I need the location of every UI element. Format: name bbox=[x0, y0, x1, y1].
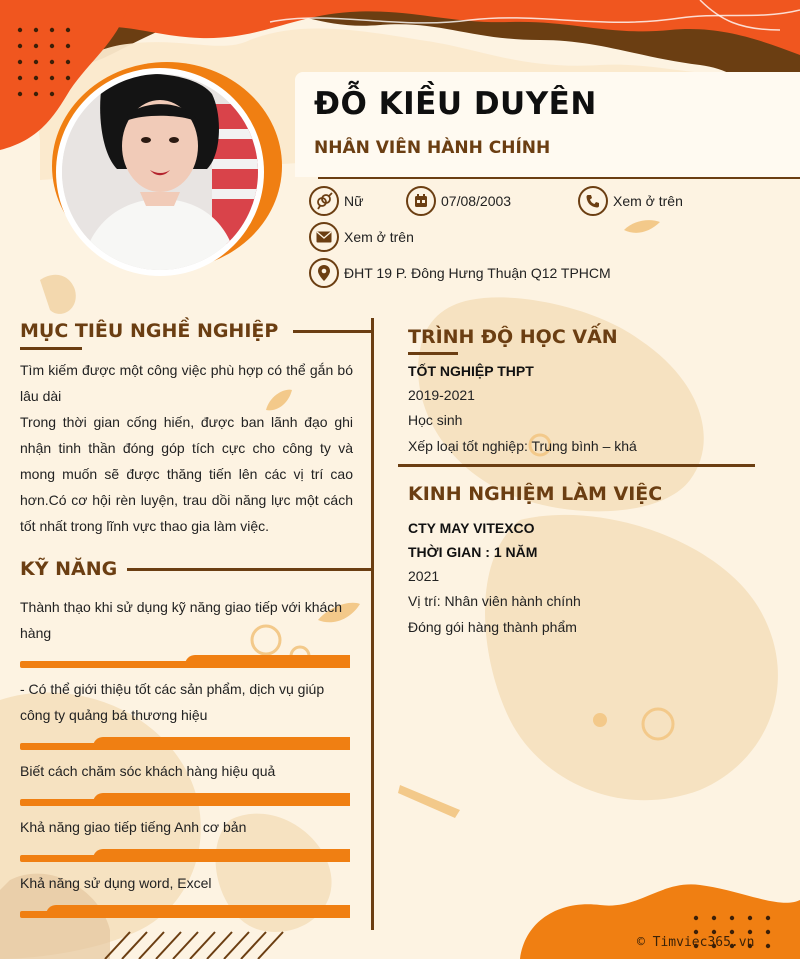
info-phone bbox=[578, 186, 683, 216]
section-divider bbox=[398, 464, 755, 467]
experience-title: KINH NGHIỆM LÀM VIỆC bbox=[408, 483, 663, 505]
phone-value: Xem ở trên bbox=[613, 193, 683, 209]
education-period: 2019-2021 bbox=[408, 387, 475, 403]
skill-label: Khả năng giao tiếp tiếng Anh cơ bản bbox=[20, 819, 247, 835]
info-email bbox=[309, 222, 414, 252]
objective-title-rule bbox=[293, 330, 373, 333]
header-divider bbox=[318, 177, 800, 179]
location-icon bbox=[309, 258, 339, 288]
education-title-underline bbox=[408, 352, 458, 355]
education-grade: Xếp loại tốt nghiệp: Trung bình – khá bbox=[408, 438, 637, 454]
avatar bbox=[56, 68, 264, 276]
birthday-value: 07/08/2003 bbox=[441, 193, 512, 209]
skill-bar-fill bbox=[93, 793, 350, 806]
phone-icon bbox=[578, 186, 608, 216]
skill-bar-fill bbox=[93, 849, 350, 862]
experience-company: CTY MAY VITEXCO bbox=[408, 520, 535, 536]
candidate-name: ĐỖ KIỀU DUYÊN bbox=[314, 86, 597, 122]
email-value: Xem ở trên bbox=[344, 229, 414, 245]
objective-text-2: Trong thời gian cống hiến, được ban lãnh đạo ghi nhận tinh thần đóng góp tích cực cho công ty và mong muốn sẽ được thăng tiến lên các vị trí cao hơn.Có cơ hội rèn luyện, trau dồi năng lực một cách tốt nhất trong lĩnh vực thao gia làm việc. bbox=[20, 414, 353, 534]
skill-bar-fill bbox=[46, 905, 350, 918]
skills-title-rule bbox=[127, 568, 373, 571]
info-gender bbox=[309, 186, 363, 216]
portrait-icon bbox=[62, 74, 258, 270]
experience-task: Đóng gói hàng thành phẩm bbox=[408, 619, 577, 635]
watermark: © Timviec365.vn bbox=[637, 935, 755, 950]
skill-bar-fill bbox=[185, 655, 350, 668]
mail-icon bbox=[309, 222, 339, 252]
address-value: ĐHT 19 P. Đông Hưng Thuận Q12 TPHCM bbox=[344, 265, 611, 281]
skill-label: Biết cách chăm sóc khách hàng hiệu quả bbox=[20, 763, 276, 779]
gender-value: Nữ bbox=[344, 193, 364, 209]
job-title: NHÂN VIÊN HÀNH CHÍNH bbox=[314, 138, 551, 158]
info-birthday bbox=[406, 186, 511, 216]
objective-title: MỤC TIÊU NGHỀ NGHIỆP bbox=[20, 320, 279, 342]
objective-title-underline bbox=[20, 347, 82, 350]
skills-title: KỸ NĂNG bbox=[20, 558, 118, 580]
skill-bar-fill bbox=[93, 737, 350, 750]
avatar-image bbox=[62, 74, 258, 270]
experience-year: 2021 bbox=[408, 568, 440, 584]
education-role: Học sinh bbox=[408, 412, 463, 428]
info-address bbox=[309, 258, 611, 288]
skill-label: Thành thạo khi sử dụng kỹ năng giao tiếp với khách hàng bbox=[20, 599, 343, 641]
skill-label: Khả năng sử dụng word, Excel bbox=[20, 875, 212, 891]
skill-label: - Có thể giới thiệu tốt các sản phẩm, dịch vụ giúp công ty quảng bá thương hiệu bbox=[20, 681, 325, 723]
objective-text-1: Tìm kiếm được một công việc phù hợp có thể gắn bó lâu dài bbox=[20, 362, 353, 404]
calendar-icon bbox=[406, 186, 436, 216]
experience-position: Vị trí: Nhân viên hành chính bbox=[408, 593, 581, 609]
education-school: TỐT NGHIỆP THPT bbox=[408, 363, 534, 379]
experience-duration: THỜI GIAN : 1 NĂM bbox=[408, 544, 538, 560]
column-divider bbox=[371, 318, 374, 930]
education-title: TRÌNH ĐỘ HỌC VẤN bbox=[408, 326, 618, 348]
gender-icon bbox=[309, 186, 339, 216]
